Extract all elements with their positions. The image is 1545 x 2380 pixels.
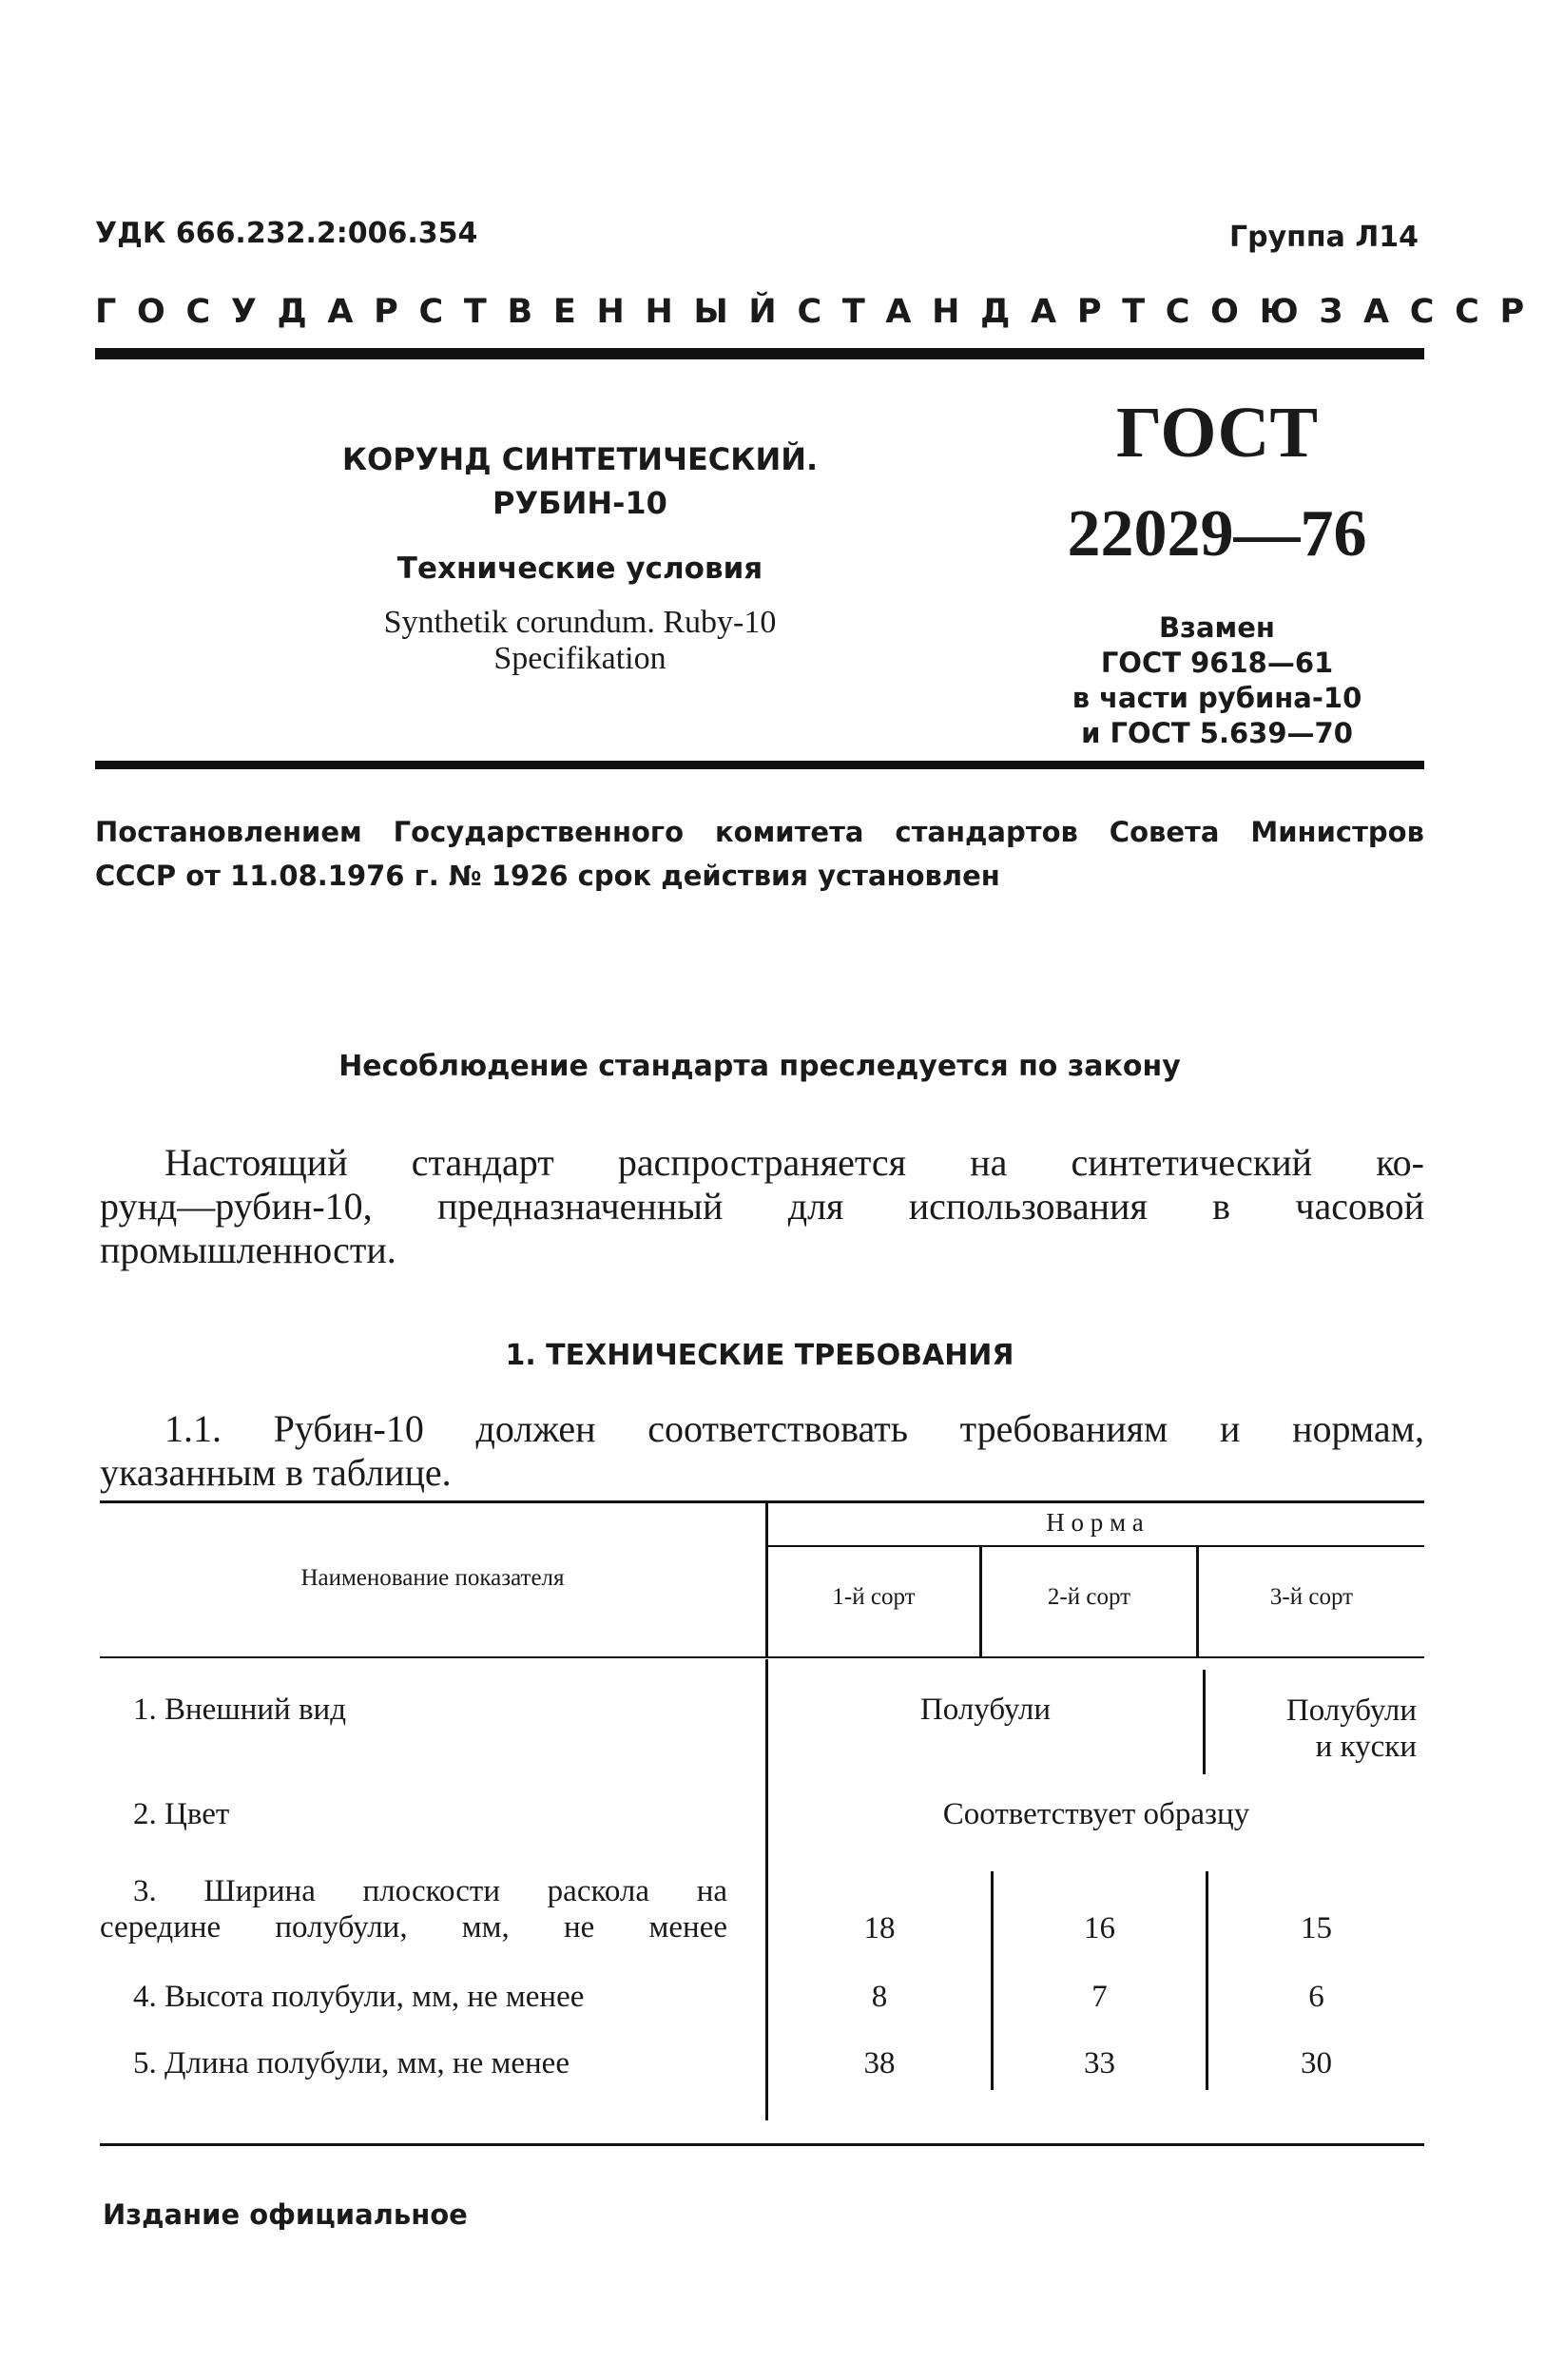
heading-word: СТАНДАРТ <box>797 293 1166 331</box>
replaces-line: и ГОСТ 5.639—70 <box>1081 717 1353 749</box>
replaces-block <box>1027 610 1407 751</box>
paragraph-line: рунд—рубин-10, предназначенный для использования в часовой <box>100 1185 1424 1228</box>
replaces-line: ГОСТ 9618—61 <box>1100 647 1334 679</box>
table-row-name: 2. Цвет <box>133 1797 230 1831</box>
replaces-line: в части рубина-10 <box>1072 682 1362 714</box>
replaces-line: Взамен <box>1159 611 1275 644</box>
decree-paragraph <box>95 810 1424 898</box>
title-line: РУБИН-10 <box>492 485 667 521</box>
decree-word: стандартов <box>895 816 1078 848</box>
table-cell-grade-2: 16 <box>1084 1911 1115 1945</box>
table-cell-grade-2: 7 <box>1091 1980 1108 2014</box>
official-edition-note: Издание официальное <box>103 2198 468 2231</box>
english-title <box>285 605 875 677</box>
table-cell-merged: Соответствует образцу <box>942 1797 1250 1831</box>
english-title-line: Specifikation <box>493 641 666 676</box>
table-cell-grade-1: 18 <box>863 1911 896 1945</box>
title-line: КОРУНД СИНТЕТИЧЕСКИЙ. <box>341 441 819 477</box>
cell-line: Полубули <box>1285 1693 1417 1728</box>
table-cell-grade-3: 15 <box>1301 1911 1332 1945</box>
document-title <box>285 437 875 525</box>
header-rule <box>95 348 1424 359</box>
english-title-line: Synthetik corundum. Ruby-10 <box>383 605 777 640</box>
table-bottom-rule <box>100 2143 1424 2146</box>
table-cell-grade-3: 6 <box>1308 1980 1324 2014</box>
column-header-grade-1: 1-й сорт <box>832 1584 916 1610</box>
column-header-norm: Н о р м а <box>1046 1508 1144 1537</box>
table-top-rule <box>100 1500 1424 1503</box>
paragraph-line: промышленности. <box>100 1229 396 1271</box>
table-row-name: 5. Длина полубули, мм, не менее <box>133 2046 570 2080</box>
table-cell-grade-3 <box>1206 1693 1424 1765</box>
decree-word: Министров <box>1250 816 1424 848</box>
name-line: 3. Ширина плоскости раскола на <box>133 1874 727 1908</box>
column-header-name: Наименование показателя <box>300 1565 565 1591</box>
decree-word: Постановлением <box>95 816 362 848</box>
gost-label: ГОСТ <box>1115 393 1319 473</box>
header-bottom-rule <box>100 1656 1424 1658</box>
state-standard-heading <box>95 293 1545 331</box>
table-row-name <box>100 1873 727 1945</box>
column-header-grade-3: 3-й сорт <box>1269 1584 1354 1610</box>
column-header-grade-2: 2-й сорт <box>1047 1584 1131 1610</box>
paragraph-line: указанным в таблице. <box>100 1451 452 1494</box>
decree-word: Государственного <box>393 816 685 848</box>
table-cell-grade-1: 8 <box>871 1980 888 2014</box>
table-row-name: 1. Внешний вид <box>133 1693 346 1727</box>
clause-1-1 <box>100 1407 1424 1495</box>
decree-line: СССР от 11.08.1976 г. № 1926 срок действия установлен <box>95 860 1000 892</box>
group-code: Группа Л14 <box>1229 221 1419 254</box>
udk-code: УДК 666.232.2:006.354 <box>95 217 478 250</box>
heading-word: ССР <box>1409 293 1545 331</box>
heading-word: ГОСУДАРСТВЕННЫЙ <box>95 293 798 331</box>
intro-paragraph <box>100 1141 1424 1272</box>
norm-rule <box>765 1545 1424 1547</box>
table-cell-grade-2: 33 <box>1084 2046 1115 2080</box>
paragraph-line: 1.1. Рубин-10 должен соответствовать требованиям и нормам, <box>164 1407 1424 1450</box>
heading-word: СОЮЗА <box>1165 293 1410 331</box>
cell-line: и куски <box>1315 1730 1417 1764</box>
paragraph-line: Настоящий стандарт распространяется на синтетический ко- <box>164 1141 1424 1184</box>
table-cell-grade-3: 30 <box>1301 2046 1332 2080</box>
name-line: середине полубули, мм, не менее <box>100 1910 727 1945</box>
title-rule <box>95 761 1424 769</box>
table-row-name: 4. Высота полубули, мм, не менее <box>133 1980 585 2014</box>
gost-number: 22029—76 <box>1067 497 1367 571</box>
document-subtitle: Технические условия <box>396 551 763 586</box>
table-cell-grade-1: 38 <box>863 2046 896 2080</box>
section-heading: 1. ТЕХНИЧЕСКИЕ ТРЕБОВАНИЯ <box>505 1339 1014 1372</box>
decree-word: комитета <box>714 816 864 848</box>
law-notice: Несоблюдение стандарта преследуется по закону <box>338 1050 1181 1083</box>
decree-word: Совета <box>1109 816 1220 848</box>
table-cell-merged: Полубули <box>919 1693 1052 1727</box>
